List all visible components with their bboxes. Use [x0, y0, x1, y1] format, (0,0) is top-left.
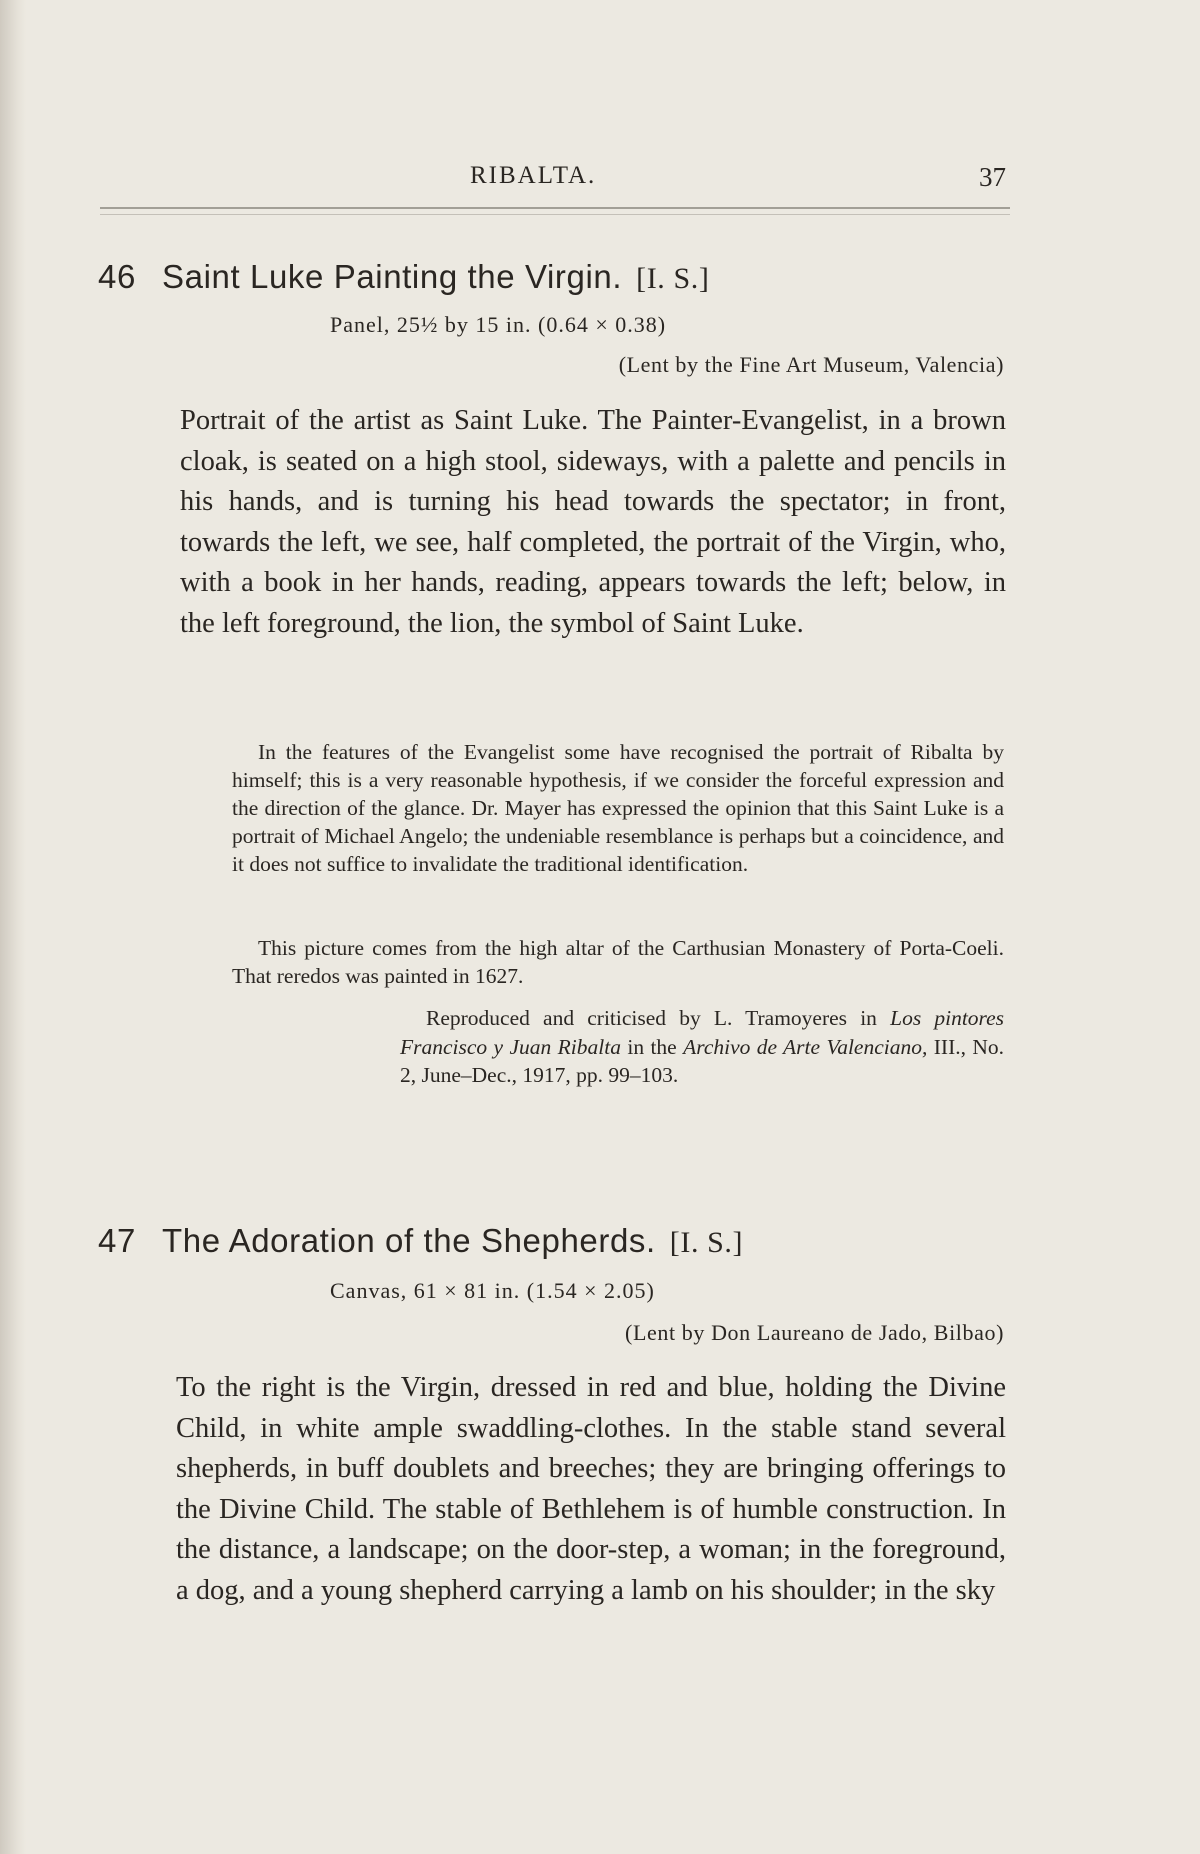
entry-46-note-1: In the features of the Evangelist some have recognised the portrait of Ribalta by himself; this is a very reasonable hypothesis, if we consider the forceful expression and the direction of the glance. Dr. Mayer has expressed the opinion that this Saint Luke is a portrait of Michael Angelo; the undeniable resemblance is perhaps but a coincidence, and it does not suffice to invalidate the traditional identification. — [232, 740, 1004, 876]
reference-journal: Archivo de Arte Valenciano, — [683, 1034, 928, 1059]
reference-work-title: Los pintores Francisco y Juan Ribalta — [400, 1006, 1005, 1059]
entry-47-title: The Adoration of the Shepherds. — [162, 1222, 656, 1259]
entry-46-description: Portrait of the artist as Saint Luke. The Painter-Evangelist, in a brown cloak, is seated on a high stool, sideways, with a palette and pencils in his hands, and is turning his head towards the spectator; in front, towards the left, we see, half completed, the portrait of the Virgin, who, with a book in her hands, reading, appears towards the left; below, in the left foreground, the lion, the symbol of Saint Luke. — [180, 405, 1006, 639]
entry-46-medium: Panel, 25½ by 15 in. (0.64 × 0.38) — [330, 312, 667, 337]
page-number: 37 — [979, 162, 1006, 192]
entry-47-lent-by: (Lent by Don Laureano de Jado, Bilbao) — [625, 1320, 1004, 1345]
page-edge-shadow — [0, 0, 26, 1854]
header-rule — [100, 207, 1010, 209]
reference-prefix: Reproduced and criticised by L. Tramoyeres in — [426, 1006, 877, 1030]
entry-46-title: Saint Luke Painting the Virgin. — [162, 258, 623, 295]
running-head-title: RIBALTA. — [470, 162, 597, 189]
reference-suffix: III., No. 2, June–Dec., 1917, pp. 99–103. — [400, 1034, 1005, 1087]
entry-47-number: 47 — [98, 1222, 136, 1259]
entry-46-tag: [I. S.] — [636, 262, 710, 295]
entry-46-heading — [98, 258, 709, 296]
entry-47-heading — [98, 1222, 743, 1260]
entry-46-number: 46 — [98, 258, 136, 295]
entry-46-lent-by: (Lent by the Fine Art Museum, Valencia) — [618, 352, 1004, 377]
header-rule-secondary — [100, 214, 1010, 215]
entry-46-note-2: This picture comes from the high altar of the Carthusian Monastery of Porta-Coeli. That reredos was painted in 1627. — [232, 936, 1004, 988]
entry-47-description: To the right is the Virgin, dressed in red and blue, holding the Divine Child, in white ample swaddling-clothes. In the stable stand several shepherds, in buff doublets and breeches; they are bringing offerings to the Divine Child. The stable of Bethlehem is of humble construction. In the distance, a landscape; on the door-step, a woman; in the foreground, a dog, and a young shepherd carrying a lamb on his shoulder; in the sky — [176, 1372, 1006, 1606]
reference-middle: in the — [627, 1034, 677, 1059]
entry-47-medium: Canvas, 61 × 81 in. (1.54 × 2.05) — [330, 1278, 655, 1303]
entry-47-tag: [I. S.] — [669, 1226, 744, 1259]
running-head — [180, 162, 1010, 202]
entry-46-reference — [400, 1004, 1004, 1090]
